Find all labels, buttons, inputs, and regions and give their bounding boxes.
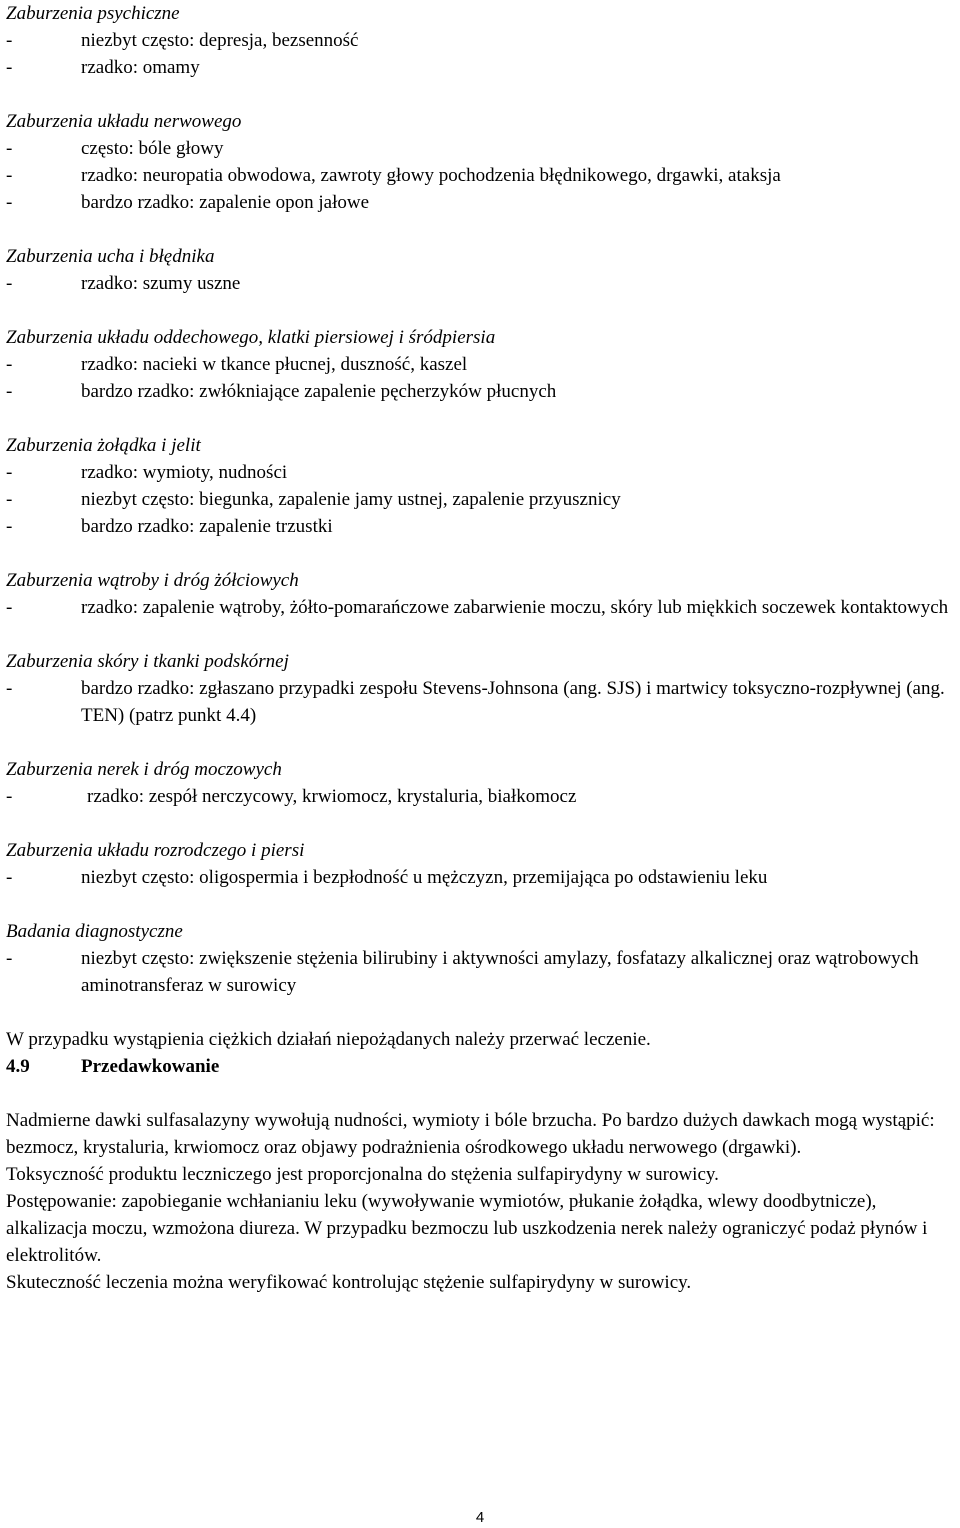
section-reproductive bbox=[6, 837, 956, 891]
list-item bbox=[6, 783, 956, 810]
section-heading: Zaburzenia ucha i błędnika bbox=[6, 246, 215, 267]
document-page bbox=[6, 0, 956, 1296]
list-dash: - bbox=[6, 597, 13, 618]
list-dash: - bbox=[6, 786, 13, 807]
section-investigations bbox=[6, 918, 956, 999]
list-item bbox=[6, 27, 956, 54]
list-dash: - bbox=[6, 192, 13, 213]
list-dash: - bbox=[6, 381, 13, 402]
list-item bbox=[6, 459, 956, 486]
section-number: 4.9 bbox=[6, 1056, 30, 1077]
section-heading: Zaburzenia wątroby i dróg żółciowych bbox=[6, 570, 299, 591]
overdose-title bbox=[6, 1053, 956, 1080]
closing-note: W przypadku wystąpienia ciężkich działań niepożądanych należy przerwać leczenie. bbox=[6, 1029, 651, 1050]
section-renal bbox=[6, 756, 956, 810]
list-item-text: niezbyt często: zwiększenie stężenia bilirubiny i aktywności amylazy, fosfatazy alkalicznej oraz wątrobowych aminotransferaz w surowicy bbox=[81, 948, 919, 996]
section-skin bbox=[6, 648, 956, 729]
list-dash: - bbox=[6, 678, 13, 699]
list-item-text: bardzo rzadko: zwłókniające zapalenie pęcherzyków płucnych bbox=[81, 381, 557, 402]
list-dash: - bbox=[6, 489, 13, 510]
overdose-paragraph: Toksyczność produktu leczniczego jest proporcjonalna do stężenia sulfapirydyny w surowicy. bbox=[6, 1164, 719, 1185]
list-dash: - bbox=[6, 165, 13, 186]
list-item-text: bardzo rzadko: zgłaszano przypadki zespołu Stevens-Johnsona (ang. SJS) i martwicy toksyczno-rozpływnej (ang. TEN) (patrz punkt 4.4) bbox=[81, 678, 945, 726]
list-item bbox=[6, 513, 956, 540]
list-item bbox=[6, 864, 956, 891]
list-item bbox=[6, 594, 956, 621]
section-nervous-system bbox=[6, 108, 956, 216]
section-gastrointestinal bbox=[6, 432, 956, 540]
list-item-text: rzadko: zapalenie wątroby, żółto-pomarańczowe zabarwienie moczu, skóry lub miękkich soczewek kontaktowych bbox=[81, 597, 949, 618]
list-item-text: często: bóle głowy bbox=[81, 138, 224, 159]
page-number: 4 bbox=[475, 1509, 485, 1526]
overdose-paragraph: Nadmierne dawki sulfasalazyny wywołują nudności, wymioty i bóle brzucha. Po bardzo dużych dawkach mogą wystąpić: bezmocz, krystaluria, krwiomocz oraz objawy podrażnienia ośrodkowego układu nerwowego (drgawki). bbox=[6, 1110, 935, 1158]
list-item bbox=[6, 945, 956, 999]
list-item-text: rzadko: zespół nerczycowy, krwiomocz, krystaluria, białkomocz bbox=[87, 786, 577, 807]
list-item bbox=[6, 270, 956, 297]
list-dash: - bbox=[6, 867, 13, 888]
list-item bbox=[6, 54, 956, 81]
list-item bbox=[6, 162, 956, 189]
section-psychiatric bbox=[6, 0, 956, 81]
list-dash: - bbox=[6, 138, 13, 159]
list-dash: - bbox=[6, 57, 13, 78]
list-item-text: rzadko: wymioty, nudności bbox=[81, 462, 288, 483]
list-item-text: rzadko: szumy uszne bbox=[81, 273, 241, 294]
list-dash: - bbox=[6, 516, 13, 537]
list-item bbox=[6, 351, 956, 378]
list-item-text: bardzo rzadko: zapalenie opon jałowe bbox=[81, 192, 370, 213]
section-heading: Zaburzenia układu oddechowego, klatki piersiowej i śródpiersia bbox=[6, 327, 496, 348]
list-item-text: rzadko: omamy bbox=[81, 57, 200, 78]
list-dash: - bbox=[6, 273, 13, 294]
section-respiratory bbox=[6, 324, 956, 405]
list-item bbox=[6, 378, 956, 405]
list-item bbox=[6, 486, 956, 513]
section-heading: Zaburzenia psychiczne bbox=[6, 3, 180, 24]
section-heading: Zaburzenia układu rozrodczego i piersi bbox=[6, 840, 305, 861]
list-item bbox=[6, 189, 956, 216]
overdose-body bbox=[6, 1107, 956, 1296]
list-item bbox=[6, 135, 956, 162]
list-item-text: niezbyt często: oligospermia i bezpłodność u mężczyzn, przemijająca po odstawieniu leku bbox=[81, 867, 768, 888]
section-title-text: Przedawkowanie bbox=[81, 1056, 220, 1077]
list-item-text: niezbyt często: biegunka, zapalenie jamy ustnej, zapalenie przyusznicy bbox=[81, 489, 621, 510]
section-heading: Zaburzenia nerek i dróg moczowych bbox=[6, 759, 282, 780]
list-dash: - bbox=[6, 354, 13, 375]
section-hepatobiliary bbox=[6, 567, 956, 621]
section-heading: Badania diagnostyczne bbox=[6, 921, 183, 942]
list-dash: - bbox=[6, 462, 13, 483]
section-heading: Zaburzenia żołądka i jelit bbox=[6, 435, 201, 456]
list-item bbox=[6, 675, 956, 729]
list-item-text: niezbyt często: depresja, bezsenność bbox=[81, 30, 359, 51]
list-item-text: rzadko: neuropatia obwodowa, zawroty głowy pochodzenia błędnikowego, drgawki, ataksja bbox=[81, 165, 781, 186]
list-item-text: rzadko: nacieki w tkance płucnej, duszność, kaszel bbox=[81, 354, 468, 375]
section-heading: Zaburzenia skóry i tkanki podskórnej bbox=[6, 651, 289, 672]
list-dash: - bbox=[6, 948, 13, 969]
overdose-paragraph: Skuteczność leczenia można weryfikować kontrolując stężenie sulfapirydyny w surowicy. bbox=[6, 1272, 692, 1293]
overdose-paragraph: Postępowanie: zapobieganie wchłanianiu leku (wywoływanie wymiotów, płukanie żołądka, wlewy doodbytnicze), alkalizacja moczu, wzmożona diureza. W przypadku bezmoczu lub uszkodzenia nerek należy ograniczyć podaż płynów i elektrolitów. bbox=[6, 1191, 928, 1266]
section-heading: Zaburzenia układu nerwowego bbox=[6, 111, 242, 132]
list-item-text: bardzo rzadko: zapalenie trzustki bbox=[81, 516, 333, 537]
section-ear bbox=[6, 243, 956, 297]
list-dash: - bbox=[6, 30, 13, 51]
